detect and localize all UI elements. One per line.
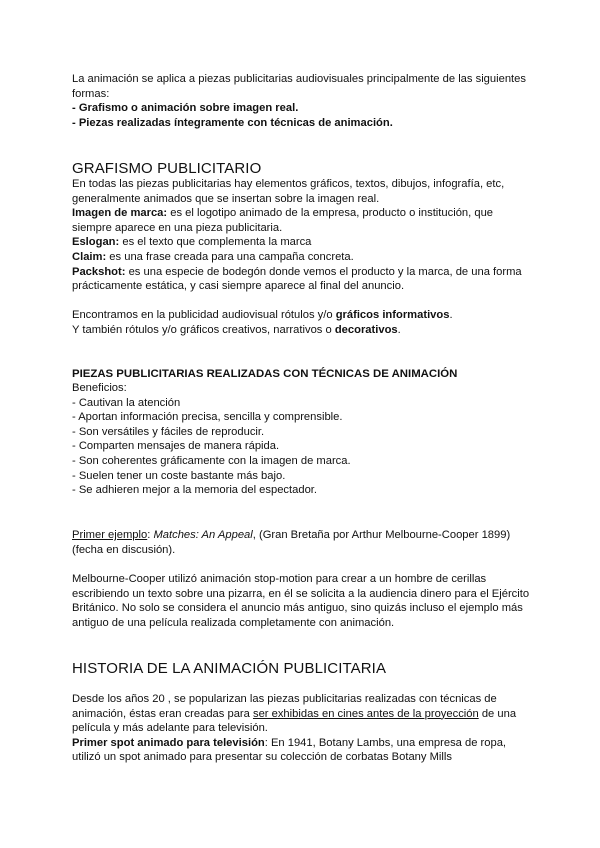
ejemplo-title: Matches: An Appeal [153, 529, 253, 541]
historia-paragraph [72, 736, 534, 765]
term-definition: es una frase creada para una campaña concreta. [106, 250, 354, 263]
ejemplo-rest: , (Gran Bretaña por Arthur Melbourne-Cooper 1899) (fecha en discusión). [72, 529, 511, 556]
historia-text: Desde los años 20 , se popularizan las piezas publicitarias realizadas con técnicas de animación, éstas eran creadas para [72, 693, 497, 720]
list-item: - Comparten mensajes de manera rápida. [72, 440, 280, 453]
historia-text: de una película y más adelante para televisión. [72, 707, 517, 735]
historia-block [72, 692, 534, 765]
term-label: Eslogan: [72, 236, 120, 249]
term-item [72, 206, 534, 235]
historia-underlined: ser exhibidas en cines antes de la proyección [252, 707, 479, 720]
term-item [72, 265, 534, 294]
section-heading-historia: HISTORIA DE LA ANIMACIÓN PUBLICITARIA [72, 660, 387, 677]
intro-item: - Piezas realizadas íntegramente con técnicas de animación. [72, 116, 393, 129]
term-definition: es el logotipo animado de la empresa, producto o institución, que siempre aparece en una pieza publicitaria. [72, 207, 494, 234]
section-heading-grafismo: GRAFISMO PUBLICITARIO [72, 160, 262, 177]
rotulos-block [72, 308, 534, 337]
rotulos-text: . [449, 309, 453, 321]
ejemplo-paragraph [72, 572, 534, 630]
rotulos-text: Encontramos en la publicidad audiovisual rótulos y/o [72, 309, 336, 321]
ejemplo-block [72, 528, 534, 557]
term-item [72, 235, 534, 250]
intro-block [72, 72, 534, 130]
list-item: - Suelen tener un coste bastante más bajo. [72, 469, 286, 482]
term-definition: es el texto que complementa la marca [119, 236, 312, 249]
rotulos-emphasis: decorativos [334, 323, 398, 336]
term-item [72, 250, 534, 265]
list-item: - Cautivan la atención [72, 396, 181, 409]
list-item: - Son coherentes gráficamente con la imagen de marca. [72, 454, 351, 467]
term-label: Claim: [72, 250, 107, 263]
term-label: Imagen de marca: [72, 207, 168, 220]
grafismo-intro: En todas las piezas publicitarias hay elementos gráficos, textos, dibujos, infografía, etc, generalmente animados que se insertan sobre la imagen real. [72, 178, 505, 205]
historia-bold: Primer spot animado para televisión [72, 736, 265, 749]
list-item: - Aportan información precisa, sencilla y comprensible. [72, 411, 343, 424]
intro-item: - Grafismo o animación sobre imagen real. [72, 102, 299, 115]
beneficios-block [72, 381, 534, 498]
rotulos-emphasis: gráficos informativos [335, 309, 450, 321]
ejemplo-line [72, 528, 534, 557]
term-definition: es una especie de bodegón donde vemos el producto y la marca, de una forma prácticamente estática, y casi siempre aparece al final del anuncio. [72, 265, 522, 293]
rotulos-text: Y también rótulos y/o gráficos creativos, narrativos o [72, 323, 335, 336]
ejemplo-label: Primer ejemplo [72, 529, 148, 541]
rotulos-line [72, 323, 534, 338]
rotulos-line [72, 308, 534, 323]
section-heading-piezas: PIEZAS PUBLICITARIAS REALIZADAS CON TÉCNICAS DE ANIMACIÓN [72, 368, 458, 380]
historia-paragraph [72, 692, 534, 736]
grafismo-block [72, 177, 534, 294]
term-label: Packshot: [72, 265, 126, 278]
rotulos-text: . [397, 323, 401, 336]
beneficios-label: Beneficios: [72, 382, 127, 394]
list-item: - Son versátiles y fáciles de reproducir. [72, 425, 265, 438]
intro-text: La animación se aplica a piezas publicitarias audiovisuales principalmente de las siguientes formas: [72, 73, 526, 100]
list-item: - Se adhieren mejor a la memoria del espectador. [72, 484, 318, 497]
historia-text: : En 1941, Botany Lambs, una empresa de ropa, utilizó un spot animado para presentar su colección de corbatas Botany Mills [72, 736, 507, 764]
ejemplo-paragraph-text: Melbourne-Cooper utilizó animación stop-motion para crear a un hombre de cerillas escribiendo un texto sobre una pizarra, en él se solicita a la audiencia dinero para el Ejército Británico. No solo se considera el anuncio más antiguo, sino quizás incluso el ejemplo más antiguo de una película realizada completamente con animación. [72, 573, 530, 629]
ejemplo-colon: : [147, 529, 154, 541]
